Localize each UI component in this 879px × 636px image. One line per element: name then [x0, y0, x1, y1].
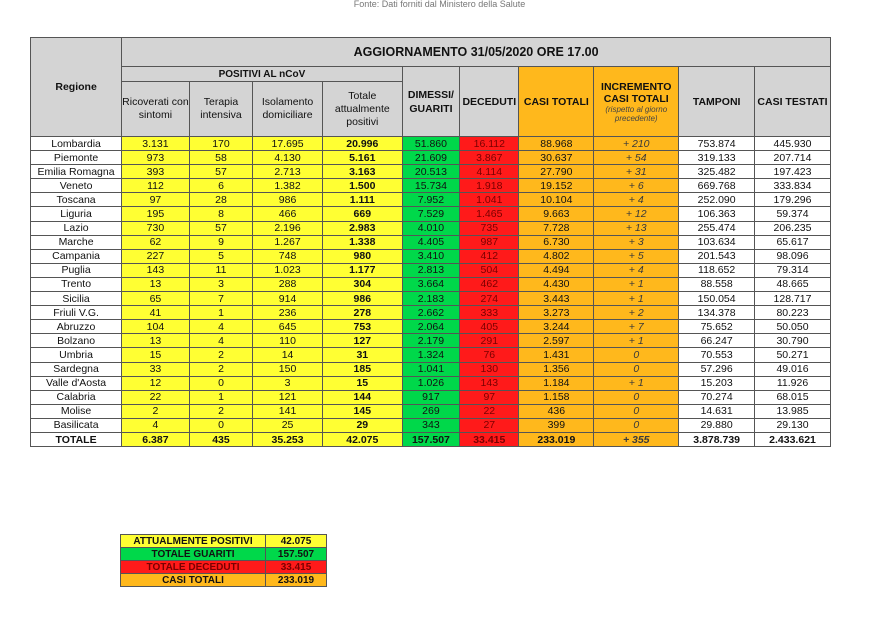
cell-dimessi: 7.529 [402, 207, 459, 221]
summary-row [121, 574, 327, 587]
total-tamponi: 3.878.739 [679, 432, 755, 446]
cell-terapia: 28 [189, 193, 253, 207]
cell-region: Marche [31, 235, 122, 249]
cell-isolamento: 25 [253, 418, 323, 432]
header-casi-testati: CASI TESTATI [755, 67, 831, 137]
cell-incremento: + 1 [594, 292, 679, 306]
cell-region: Friuli V.G. [31, 306, 122, 320]
total-totale: 42.075 [322, 432, 402, 446]
cell-terapia: 0 [189, 418, 253, 432]
cell-casi: 7.728 [519, 221, 594, 235]
cell-totale: 185 [322, 362, 402, 376]
cell-ricoverati: 195 [122, 207, 190, 221]
cell-terapia: 5 [189, 249, 253, 263]
cell-testati: 80.223 [755, 306, 831, 320]
cell-totale: 20.996 [322, 137, 402, 151]
cell-totale: 753 [322, 320, 402, 334]
summary-label: CASI TOTALI [121, 574, 266, 587]
cell-totale: 15 [322, 376, 402, 390]
cell-isolamento: 748 [253, 249, 323, 263]
summary-table [120, 534, 327, 587]
cell-casi: 3.244 [519, 320, 594, 334]
cell-deceduti: 1.918 [460, 179, 519, 193]
cell-casi: 436 [519, 404, 594, 418]
cell-incremento: + 3 [594, 235, 679, 249]
cell-casi: 30.637 [519, 151, 594, 165]
cell-testati: 207.714 [755, 151, 831, 165]
table-row [31, 179, 831, 193]
cell-region: Emilia Romagna [31, 165, 122, 179]
cell-dimessi: 21.609 [402, 151, 459, 165]
cell-terapia: 8 [189, 207, 253, 221]
cell-deceduti: 1.041 [460, 193, 519, 207]
cell-incremento: + 4 [594, 193, 679, 207]
cell-dimessi: 3.410 [402, 249, 459, 263]
cell-isolamento: 1.267 [253, 235, 323, 249]
cell-dimessi: 269 [402, 404, 459, 418]
cell-deceduti: 333 [460, 306, 519, 320]
cell-incremento: 0 [594, 418, 679, 432]
cell-incremento: + 12 [594, 207, 679, 221]
cell-testati: 29.130 [755, 418, 831, 432]
cell-incremento: + 210 [594, 137, 679, 151]
cell-deceduti: 1.465 [460, 207, 519, 221]
cell-isolamento: 236 [253, 306, 323, 320]
cell-deceduti: 405 [460, 320, 519, 334]
cell-testati: 59.374 [755, 207, 831, 221]
cell-terapia: 2 [189, 348, 253, 362]
total-testati: 2.433.621 [755, 432, 831, 446]
cell-testati: 98.096 [755, 249, 831, 263]
total-terapia: 435 [189, 432, 253, 446]
cell-region: Valle d'Aosta [31, 376, 122, 390]
cell-deceduti: 130 [460, 362, 519, 376]
header-ricoverati: Ricoverati con sintomi [122, 82, 190, 137]
cell-ricoverati: 22 [122, 390, 190, 404]
cell-dimessi: 343 [402, 418, 459, 432]
cell-tamponi: 319.133 [679, 151, 755, 165]
cell-isolamento: 150 [253, 362, 323, 376]
header-region: Regione [31, 38, 122, 137]
cell-dimessi: 3.664 [402, 277, 459, 291]
cell-ricoverati: 97 [122, 193, 190, 207]
cell-testati: 30.790 [755, 334, 831, 348]
table-row [31, 306, 831, 320]
cell-tamponi: 753.874 [679, 137, 755, 151]
table-row [31, 207, 831, 221]
cell-totale: 1.338 [322, 235, 402, 249]
cell-totale: 669 [322, 207, 402, 221]
cell-dimessi: 4.405 [402, 235, 459, 249]
cell-dimessi: 4.010 [402, 221, 459, 235]
header-casi-totali: CASI TOTALI [519, 67, 594, 137]
cell-ricoverati: 41 [122, 306, 190, 320]
cell-region: Lombardia [31, 137, 122, 151]
cell-casi: 9.663 [519, 207, 594, 221]
cell-terapia: 57 [189, 165, 253, 179]
cell-isolamento: 1.023 [253, 263, 323, 277]
cell-casi: 1.356 [519, 362, 594, 376]
totals-row [31, 432, 831, 446]
cell-isolamento: 2.713 [253, 165, 323, 179]
cell-deceduti: 987 [460, 235, 519, 249]
summary-value: 233.019 [266, 574, 327, 587]
cell-region: Puglia [31, 263, 122, 277]
table-row [31, 418, 831, 432]
cell-ricoverati: 973 [122, 151, 190, 165]
cell-testati: 68.015 [755, 390, 831, 404]
table-row [31, 348, 831, 362]
summary-value: 42.075 [266, 535, 327, 548]
summary-row [121, 548, 327, 561]
cell-tamponi: 66.247 [679, 334, 755, 348]
cell-terapia: 1 [189, 390, 253, 404]
cell-terapia: 0 [189, 376, 253, 390]
cell-testati: 128.717 [755, 292, 831, 306]
cell-tamponi: 255.474 [679, 221, 755, 235]
table-row [31, 151, 831, 165]
cell-tamponi: 14.631 [679, 404, 755, 418]
cell-totale: 1.500 [322, 179, 402, 193]
cell-incremento: 0 [594, 348, 679, 362]
header-dimessi: DIMESSI/ GUARITI [402, 67, 459, 137]
cell-tamponi: 57.296 [679, 362, 755, 376]
summary-label: ATTUALMENTE POSITIVI [121, 535, 266, 548]
cell-totale: 1.111 [322, 193, 402, 207]
cell-testati: 65.617 [755, 235, 831, 249]
cell-region: Liguria [31, 207, 122, 221]
cell-terapia: 2 [189, 404, 253, 418]
table-row [31, 390, 831, 404]
total-region: TOTALE [31, 432, 122, 446]
total-isolamento: 35.253 [253, 432, 323, 446]
header-deceduti: DECEDUTI [460, 67, 519, 137]
cell-ricoverati: 15 [122, 348, 190, 362]
cell-terapia: 4 [189, 320, 253, 334]
cell-isolamento: 645 [253, 320, 323, 334]
cell-tamponi: 15.203 [679, 376, 755, 390]
cell-testati: 206.235 [755, 221, 831, 235]
table-row [31, 292, 831, 306]
cell-terapia: 7 [189, 292, 253, 306]
cell-incremento: + 13 [594, 221, 679, 235]
cell-terapia: 11 [189, 263, 253, 277]
cell-deceduti: 4.114 [460, 165, 519, 179]
cell-tamponi: 75.652 [679, 320, 755, 334]
cell-tamponi: 325.482 [679, 165, 755, 179]
cell-tamponi: 29.880 [679, 418, 755, 432]
cell-totale: 144 [322, 390, 402, 404]
cell-totale: 145 [322, 404, 402, 418]
cell-deceduti: 735 [460, 221, 519, 235]
cell-casi: 1.431 [519, 348, 594, 362]
cell-casi: 19.152 [519, 179, 594, 193]
cell-region: Umbria [31, 348, 122, 362]
header-incremento-note: (rispetto al giorno precedente) [605, 104, 668, 123]
cell-tamponi: 201.543 [679, 249, 755, 263]
cell-incremento: + 4 [594, 263, 679, 277]
cell-deceduti: 291 [460, 334, 519, 348]
cell-isolamento: 4.130 [253, 151, 323, 165]
cell-isolamento: 17.695 [253, 137, 323, 151]
cell-tamponi: 118.652 [679, 263, 755, 277]
cell-dimessi: 917 [402, 390, 459, 404]
cell-region: Molise [31, 404, 122, 418]
cell-tamponi: 106.363 [679, 207, 755, 221]
cell-incremento: + 1 [594, 334, 679, 348]
cell-terapia: 58 [189, 151, 253, 165]
cell-region: Abruzzo [31, 320, 122, 334]
covid-regional-table [30, 37, 831, 447]
header-incremento [594, 67, 679, 137]
table-row [31, 249, 831, 263]
table-row [31, 404, 831, 418]
cell-casi: 4.430 [519, 277, 594, 291]
cell-dimessi: 20.513 [402, 165, 459, 179]
cell-dimessi: 2.813 [402, 263, 459, 277]
cell-dimessi: 15.734 [402, 179, 459, 193]
cell-terapia: 4 [189, 334, 253, 348]
cell-testati: 179.296 [755, 193, 831, 207]
table-row [31, 193, 831, 207]
cell-isolamento: 121 [253, 390, 323, 404]
cell-deceduti: 27 [460, 418, 519, 432]
cell-totale: 304 [322, 277, 402, 291]
cell-deceduti: 3.867 [460, 151, 519, 165]
cell-terapia: 57 [189, 221, 253, 235]
cell-casi: 1.158 [519, 390, 594, 404]
cell-ricoverati: 3.131 [122, 137, 190, 151]
cell-incremento: + 31 [594, 165, 679, 179]
cell-ricoverati: 104 [122, 320, 190, 334]
cell-totale: 1.177 [322, 263, 402, 277]
cell-tamponi: 103.634 [679, 235, 755, 249]
cell-tamponi: 134.378 [679, 306, 755, 320]
summary-value: 33.415 [266, 561, 327, 574]
cell-terapia: 2 [189, 362, 253, 376]
table-row [31, 320, 831, 334]
table-row [31, 235, 831, 249]
cell-dimessi: 1.324 [402, 348, 459, 362]
cell-testati: 49.016 [755, 362, 831, 376]
cell-isolamento: 1.382 [253, 179, 323, 193]
cell-tamponi: 70.553 [679, 348, 755, 362]
header-incremento-label: INCREMENTO CASI TOTALI [601, 80, 672, 105]
cell-deceduti: 412 [460, 249, 519, 263]
cell-totale: 127 [322, 334, 402, 348]
cell-region: Campania [31, 249, 122, 263]
cell-incremento: + 7 [594, 320, 679, 334]
cell-region: Sicilia [31, 292, 122, 306]
cell-deceduti: 143 [460, 376, 519, 390]
cell-isolamento: 466 [253, 207, 323, 221]
cell-deceduti: 97 [460, 390, 519, 404]
cell-ricoverati: 2 [122, 404, 190, 418]
cell-totale: 980 [322, 249, 402, 263]
cell-testati: 50.271 [755, 348, 831, 362]
cell-tamponi: 252.090 [679, 193, 755, 207]
cell-testati: 79.314 [755, 263, 831, 277]
cell-incremento: + 1 [594, 376, 679, 390]
cell-terapia: 3 [189, 277, 253, 291]
cell-casi: 4.494 [519, 263, 594, 277]
table-row [31, 376, 831, 390]
summary-row [121, 535, 327, 548]
total-dimessi: 157.507 [402, 432, 459, 446]
cell-isolamento: 2.196 [253, 221, 323, 235]
cell-region: Toscana [31, 193, 122, 207]
cell-casi: 2.597 [519, 334, 594, 348]
cell-dimessi: 2.064 [402, 320, 459, 334]
cell-region: Bolzano [31, 334, 122, 348]
header-title: AGGIORNAMENTO 31/05/2020 ORE 17.00 [122, 38, 831, 67]
cell-region: Basilicata [31, 418, 122, 432]
cell-dimessi: 2.183 [402, 292, 459, 306]
cell-ricoverati: 12 [122, 376, 190, 390]
table-row [31, 334, 831, 348]
cell-isolamento: 110 [253, 334, 323, 348]
cell-dimessi: 1.041 [402, 362, 459, 376]
cell-totale: 278 [322, 306, 402, 320]
header-positive-group: POSITIVI AL nCoV [122, 67, 403, 82]
cell-incremento: + 6 [594, 179, 679, 193]
header-isolamento: Isolamento domiciliare [253, 82, 323, 137]
cell-casi: 3.443 [519, 292, 594, 306]
summary-label: TOTALE DECEDUTI [121, 561, 266, 574]
table-row [31, 165, 831, 179]
total-incremento: + 355 [594, 432, 679, 446]
cell-dimessi: 2.662 [402, 306, 459, 320]
cell-terapia: 1 [189, 306, 253, 320]
cell-incremento: 0 [594, 390, 679, 404]
cell-casi: 88.968 [519, 137, 594, 151]
cell-isolamento: 141 [253, 404, 323, 418]
cell-region: Trento [31, 277, 122, 291]
cell-isolamento: 914 [253, 292, 323, 306]
cell-region: Veneto [31, 179, 122, 193]
cell-totale: 3.163 [322, 165, 402, 179]
cell-tamponi: 88.558 [679, 277, 755, 291]
cell-deceduti: 274 [460, 292, 519, 306]
cell-terapia: 9 [189, 235, 253, 249]
cell-ricoverati: 4 [122, 418, 190, 432]
cell-deceduti: 462 [460, 277, 519, 291]
summary-label: TOTALE GUARITI [121, 548, 266, 561]
table-row [31, 137, 831, 151]
cell-region: Sardegna [31, 362, 122, 376]
cell-ricoverati: 13 [122, 334, 190, 348]
cell-casi: 6.730 [519, 235, 594, 249]
cell-deceduti: 504 [460, 263, 519, 277]
cell-testati: 11.926 [755, 376, 831, 390]
cell-totale: 986 [322, 292, 402, 306]
cell-terapia: 170 [189, 137, 253, 151]
cell-deceduti: 16.112 [460, 137, 519, 151]
cell-ricoverati: 143 [122, 263, 190, 277]
cell-dimessi: 51.860 [402, 137, 459, 151]
cell-testati: 48.665 [755, 277, 831, 291]
cell-terapia: 6 [189, 179, 253, 193]
cell-dimessi: 7.952 [402, 193, 459, 207]
cell-region: Calabria [31, 390, 122, 404]
cell-testati: 333.834 [755, 179, 831, 193]
cell-isolamento: 986 [253, 193, 323, 207]
cell-region: Lazio [31, 221, 122, 235]
cell-isolamento: 14 [253, 348, 323, 362]
table-row [31, 263, 831, 277]
table-row [31, 362, 831, 376]
cell-dimessi: 1.026 [402, 376, 459, 390]
cell-ricoverati: 13 [122, 277, 190, 291]
cell-totale: 2.983 [322, 221, 402, 235]
cell-ricoverati: 33 [122, 362, 190, 376]
cell-dimessi: 2.179 [402, 334, 459, 348]
total-ricoverati: 6.387 [122, 432, 190, 446]
cell-casi: 27.790 [519, 165, 594, 179]
cell-ricoverati: 65 [122, 292, 190, 306]
cell-totale: 5.161 [322, 151, 402, 165]
cell-ricoverati: 112 [122, 179, 190, 193]
cell-casi: 10.104 [519, 193, 594, 207]
table-row [31, 277, 831, 291]
header-totale-positivi: Totale attualmente positivi [322, 82, 402, 137]
cell-region: Piemonte [31, 151, 122, 165]
summary-row [121, 561, 327, 574]
cell-isolamento: 288 [253, 277, 323, 291]
cell-incremento: + 54 [594, 151, 679, 165]
cell-incremento: + 1 [594, 277, 679, 291]
cell-testati: 13.985 [755, 404, 831, 418]
cell-incremento: 0 [594, 404, 679, 418]
cell-testati: 445.930 [755, 137, 831, 151]
cell-testati: 50.050 [755, 320, 831, 334]
summary-value: 157.507 [266, 548, 327, 561]
cell-casi: 1.184 [519, 376, 594, 390]
total-deceduti: 33.415 [460, 432, 519, 446]
total-casi: 233.019 [519, 432, 594, 446]
cell-totale: 29 [322, 418, 402, 432]
cell-incremento: + 5 [594, 249, 679, 263]
cell-testati: 197.423 [755, 165, 831, 179]
cell-casi: 4.802 [519, 249, 594, 263]
cell-ricoverati: 227 [122, 249, 190, 263]
cell-deceduti: 76 [460, 348, 519, 362]
cell-incremento: 0 [594, 362, 679, 376]
header-terapia: Terapia intensiva [189, 82, 253, 137]
cell-totale: 31 [322, 348, 402, 362]
cell-isolamento: 3 [253, 376, 323, 390]
cell-tamponi: 669.768 [679, 179, 755, 193]
header-tamponi: TAMPONI [679, 67, 755, 137]
table-row [31, 221, 831, 235]
source-note: Fonte: Dati forniti dal Ministero della Salute [353, 0, 526, 8]
cell-ricoverati: 730 [122, 221, 190, 235]
cell-casi: 3.273 [519, 306, 594, 320]
cell-incremento: + 2 [594, 306, 679, 320]
cell-ricoverati: 393 [122, 165, 190, 179]
cell-tamponi: 150.054 [679, 292, 755, 306]
cell-deceduti: 22 [460, 404, 519, 418]
cell-tamponi: 70.274 [679, 390, 755, 404]
cell-casi: 399 [519, 418, 594, 432]
cell-ricoverati: 62 [122, 235, 190, 249]
